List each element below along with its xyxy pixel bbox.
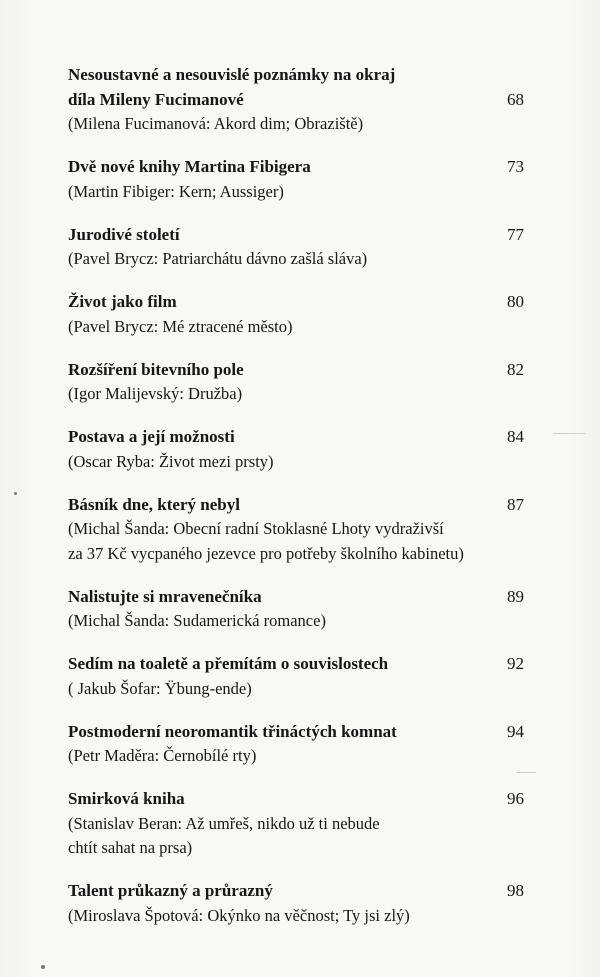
toc-entry-title-line: Talent průkazný a průrazný — [68, 881, 273, 900]
toc-entry — [68, 787, 524, 861]
toc-entry-title-line: Básník dne, který nebyl — [68, 494, 240, 514]
toc-entry-title-line: Nesoustavné a nesouvislé poznámky na okraj — [68, 65, 396, 84]
toc-entry-source-line: (Michal Šanda: Sudamerická romance) — [68, 611, 326, 630]
toc-entry-source-line: (Michal Šanda: Obecní radní Stoklasné Lhoty vydraživší — [68, 519, 444, 538]
toc-entry-title-line: Jurodivé století — [68, 224, 180, 244]
toc-entry — [68, 585, 524, 634]
toc-page-number: 80 — [507, 292, 524, 311]
toc-entry — [68, 652, 524, 701]
toc-entry-title — [68, 290, 524, 315]
toc-entry-source — [68, 315, 524, 340]
toc-entry-source — [68, 382, 524, 407]
toc-entry — [68, 223, 524, 272]
toc-page-number: 89 — [507, 586, 524, 606]
toc-entry-source — [68, 609, 524, 634]
toc-entry-source — [68, 180, 524, 205]
toc-entry-source-line: (Petr Maděra: Černobílé rty) — [68, 746, 257, 765]
toc-entry-source-line: (Oscar Ryba: Život mezi prsty) — [68, 451, 274, 471]
toc-entry-source — [68, 517, 524, 566]
toc-entry — [68, 155, 524, 204]
toc-entry-title-line: Postmoderní neoromantik třináctých komnat — [68, 721, 397, 741]
toc-entry-source — [68, 112, 524, 137]
toc-page-number: 77 — [507, 224, 524, 244]
toc-entry — [68, 879, 524, 928]
toc-entry-title — [68, 223, 524, 248]
toc-entry-title — [68, 720, 524, 745]
toc-entry-title — [68, 585, 524, 610]
toc-entry-source-line: (Milena Fucimanová: Akord dim; Obraziště) — [68, 114, 364, 133]
toc-page-number: 68 — [507, 89, 524, 109]
toc-entry-source-line: ( Jakub Šofar: Ÿbung-ende) — [68, 678, 252, 698]
toc-entry-title — [68, 425, 524, 450]
toc-entry-title-line: Nalistujte si mravenečníka — [68, 586, 262, 606]
toc-page-number: 87 — [507, 494, 524, 514]
toc-entry-title-line: Rozšíření bitevního pole — [68, 359, 244, 379]
toc-entry-title — [68, 63, 524, 112]
toc-entry-source-line: (Stanislav Beran: Až umřeš, nikdo už ti nebude — [68, 813, 380, 833]
toc-entry-source-line: (Martin Fibiger: Kern; Aussiger) — [68, 181, 284, 201]
toc-entry-source — [68, 812, 524, 861]
toc-entry-source — [68, 904, 524, 929]
scan-speck — [41, 965, 45, 969]
toc-entry-source-line: (Miroslava Špotová: Okýnko na věčnost; Ty jsi zlý) — [68, 905, 410, 925]
toc-entry-title — [68, 879, 524, 904]
toc-entry-title-line: Sedím na toaletě a přemítám o souvislostech — [68, 654, 389, 673]
toc-page-number: 92 — [507, 654, 524, 673]
toc-entry-title-line: Smirková kniha — [68, 789, 185, 808]
toc-entry — [68, 63, 524, 137]
toc-page-number: 82 — [507, 359, 524, 379]
toc-entry — [68, 358, 524, 407]
toc-entry — [68, 493, 524, 567]
toc-entry — [68, 720, 524, 769]
toc-entry-title — [68, 358, 524, 383]
toc-entry-title — [68, 787, 524, 812]
toc-page-number: 98 — [507, 881, 524, 900]
scan-mark — [553, 433, 585, 434]
toc-entry-source-line: za 37 Kč vycpaného jezevce pro potřeby školního kabinetu) — [68, 543, 464, 563]
scan-mark — [516, 772, 536, 773]
toc-entry — [68, 425, 524, 474]
toc-entry-source — [68, 677, 524, 702]
toc-entry-source — [68, 744, 524, 769]
toc-entry-source-line: chtít sahat na prsa) — [68, 838, 193, 857]
toc-page-number: 94 — [507, 721, 524, 741]
toc-page-number: 84 — [507, 427, 524, 446]
toc-entry — [68, 290, 524, 339]
toc-entry-title-line: díla Mileny Fucimanové — [68, 89, 244, 109]
toc-entry-title-line: Postava a její možnosti — [68, 427, 235, 446]
toc-page-number: 73 — [507, 157, 524, 176]
toc-entry-title — [68, 155, 524, 180]
toc-entry-source-line: (Pavel Brycz: Mé ztracené město) — [68, 316, 293, 336]
toc-entry-source-line: (Igor Malijevský: Družba) — [68, 384, 243, 403]
scan-speck — [14, 492, 17, 495]
toc-entry-source-line: (Pavel Brycz: Patriarchátu dávno zašlá sláva) — [68, 249, 368, 268]
toc-entry-source — [68, 247, 524, 272]
toc-page-number: 96 — [507, 789, 524, 808]
toc-entry-title-line: Život jako film — [68, 292, 177, 311]
toc-entry-title — [68, 652, 524, 677]
table-of-contents — [68, 63, 524, 947]
toc-entry-source — [68, 450, 524, 475]
toc-entry-title — [68, 493, 524, 518]
toc-entry-title-line: Dvě nové knihy Martina Fibigera — [68, 157, 311, 176]
